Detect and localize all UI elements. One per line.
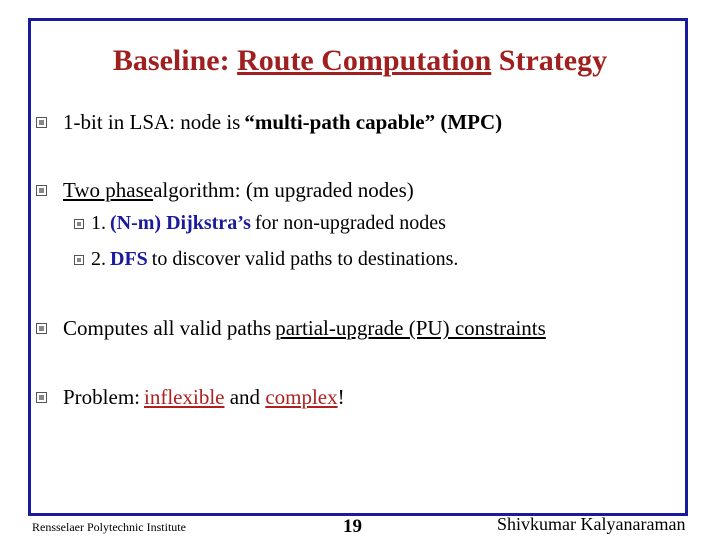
bullet-icon: [36, 185, 47, 196]
bullet-icon: [36, 117, 47, 128]
footer-institution: Rensselaer Polytechnic Institute: [32, 520, 186, 534]
sub-bullet-1-text: for non-upgraded nodes: [254, 212, 446, 234]
bullet-4-and: and: [224, 385, 266, 409]
bullet-4: [36, 385, 345, 410]
bullet-3-underlined: partial-upgrade (PU) constraints: [275, 316, 546, 340]
slide-title: [0, 44, 720, 78]
page-number: 19: [343, 516, 362, 537]
bullet-2: [36, 178, 414, 203]
bullet-3: [36, 316, 546, 341]
sub-bullet-icon: [74, 219, 84, 229]
bullet-1-bold: “multi-path capable” (MPC): [244, 110, 503, 134]
sub-bullet-1-highlight: (N-m) Dijkstra’s: [110, 212, 251, 234]
sub-bullet-2-num: 2.: [91, 248, 106, 270]
bullet-2-underlined: Two phase: [63, 178, 154, 202]
sub-bullet-2-text: to discover valid paths to destinations.: [151, 248, 459, 270]
sub-bullet-2-highlight: DFS: [110, 248, 148, 270]
bullet-4-complex: complex: [265, 385, 338, 409]
sub-bullet-1-num: 1.: [91, 212, 106, 234]
bullet-icon: [36, 323, 47, 334]
title-underlined: Route Computation: [237, 44, 492, 77]
sub-bullet-2: [74, 248, 458, 271]
bullet-icon: [36, 392, 47, 403]
title-suffix: Strategy: [491, 44, 608, 77]
footer-author: Shivkumar Kalyanaraman: [497, 514, 686, 534]
bullet-4-exclaim: !: [337, 385, 345, 409]
bullet-3-text: Computes all valid paths: [63, 316, 272, 340]
title-prefix: Baseline:: [112, 44, 238, 77]
bullet-4-inflexible: inflexible: [144, 385, 225, 409]
sub-bullet-1: [74, 212, 446, 235]
sub-bullet-icon: [74, 255, 84, 265]
bullet-2-text: algorithm: (m upgraded nodes): [153, 178, 414, 202]
bullet-4-text: Problem:: [63, 385, 140, 409]
bullet-1-text: 1-bit in LSA: node is: [63, 110, 241, 134]
bullet-1: [36, 110, 502, 135]
